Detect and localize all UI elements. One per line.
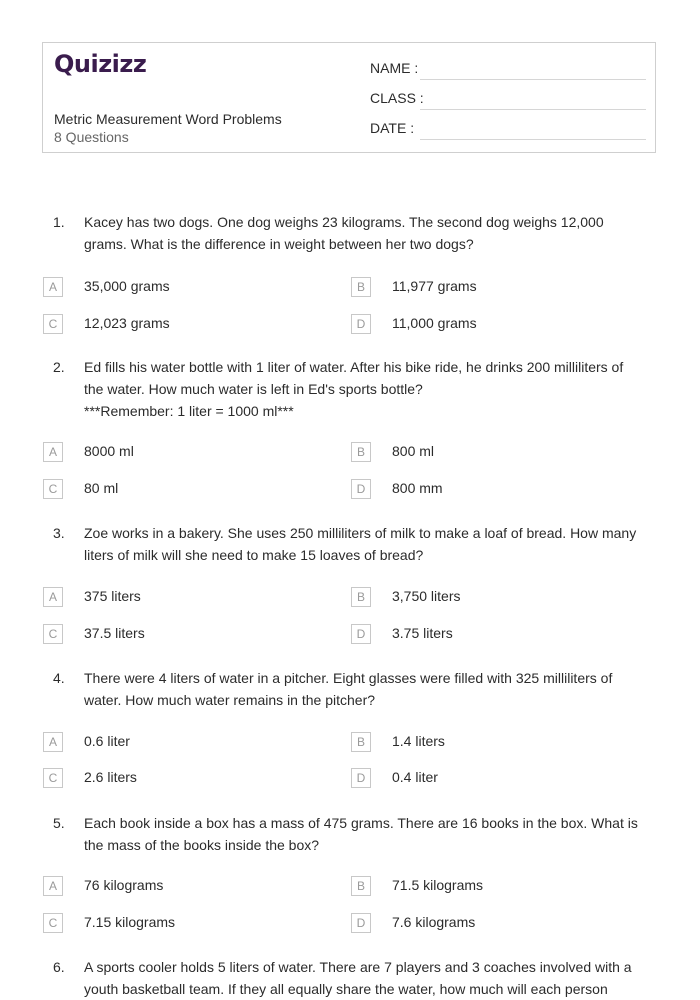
question-number: 1.	[53, 214, 65, 230]
option-b-text: 1.4 liters	[392, 733, 445, 749]
option-c-text: 80 ml	[84, 480, 119, 496]
option-a-box[interactable]: A	[43, 442, 63, 462]
question-text	[84, 522, 660, 566]
option-c-box[interactable]: C	[43, 913, 63, 933]
class-field[interactable]	[370, 88, 646, 110]
name-line	[420, 79, 646, 80]
option-c-box[interactable]: C	[43, 624, 63, 644]
option-c-text: 12,023 grams	[84, 315, 170, 331]
question-number: 5.	[53, 815, 65, 831]
option-c-text: 7.15 kilograms	[84, 914, 176, 930]
option-a-box[interactable]: A	[43, 876, 63, 896]
name-field[interactable]	[370, 58, 646, 80]
option-d-box[interactable]: D	[351, 624, 371, 644]
question-line: ***Remember: 1 liter = 1000 ml***	[84, 403, 294, 419]
question-number: 2.	[53, 359, 65, 375]
class-line	[420, 109, 646, 110]
option-a-box[interactable]: A	[43, 277, 63, 297]
option-b-text: 71.5 kilograms	[392, 877, 484, 893]
question-count: 8 Questions	[54, 129, 129, 145]
option-a-text: 0.6 liter	[84, 733, 130, 749]
question-line: There were 4 liters of water in a pitcher. Eight glasses were filled with 325 milliliters of	[84, 670, 613, 686]
question-number: 6.	[53, 959, 65, 975]
question-line: youth basketball team. If they all equally share the water, how much will each person	[84, 981, 608, 997]
option-b-text: 800 ml	[392, 443, 435, 459]
worksheet-title: Metric Measurement Word Problems	[54, 111, 282, 127]
question-line: Zoe works in a bakery. She uses 250 milliliters of milk to make a loaf of bread. How many	[84, 525, 637, 541]
option-d-box[interactable]: D	[351, 314, 371, 334]
question-line: Kacey has two dogs. One dog weighs 23 kilograms. The second dog weighs 12,000	[84, 214, 604, 230]
question-line: liters of milk will she need to make 15 loaves of bread?	[84, 547, 424, 563]
question-line: the mass of the books inside the box?	[84, 837, 320, 853]
option-b-box[interactable]: B	[351, 277, 371, 297]
worksheet-header	[42, 42, 656, 153]
option-b-box[interactable]: B	[351, 876, 371, 896]
question-text	[84, 356, 660, 422]
question-line: water. How much water remains in the pitcher?	[84, 692, 376, 708]
option-a-box[interactable]: A	[43, 732, 63, 752]
option-c-box[interactable]: C	[43, 479, 63, 499]
option-d-box[interactable]: D	[351, 913, 371, 933]
quizizz-logo: Quizizz	[54, 50, 147, 78]
option-c-box[interactable]: C	[43, 314, 63, 334]
option-d-text: 0.4 liter	[392, 769, 438, 785]
option-c-text: 37.5 liters	[84, 625, 145, 641]
option-b-box[interactable]: B	[351, 587, 371, 607]
question-line: the water. How much water is left in Ed's sports bottle?	[84, 381, 423, 397]
option-a-text: 35,000 grams	[84, 278, 170, 294]
question-number: 4.	[53, 670, 65, 686]
option-d-text: 3.75 liters	[392, 625, 453, 641]
option-d-text: 7.6 kilograms	[392, 914, 476, 930]
option-b-box[interactable]: B	[351, 442, 371, 462]
question-text	[84, 211, 660, 255]
date-field[interactable]	[370, 118, 646, 140]
question-line: grams. What is the difference in weight between her two dogs?	[84, 236, 474, 252]
question-text	[84, 956, 660, 1000]
option-d-text: 11,000 grams	[392, 315, 477, 331]
question-number: 3.	[53, 525, 65, 541]
question-line: A sports cooler holds 5 liters of water. There are 7 players and 3 coaches involved with a	[84, 959, 632, 975]
option-a-text: 8000 ml	[84, 443, 134, 459]
option-d-box[interactable]: D	[351, 768, 371, 788]
option-b-box[interactable]: B	[351, 732, 371, 752]
option-c-text: 2.6 liters	[84, 769, 137, 785]
option-a-box[interactable]: A	[43, 587, 63, 607]
question-line: Each book inside a box has a mass of 475 grams. There are 16 books in the box. What is	[84, 815, 638, 831]
class-label: CLASS :	[370, 90, 424, 106]
question-line: Ed fills his water bottle with 1 liter of water. After his bike ride, he drinks 200 milliliters of	[84, 359, 624, 375]
option-b-text: 11,977 grams	[392, 278, 477, 294]
option-a-text: 375 liters	[84, 588, 141, 604]
date-label: DATE :	[370, 120, 415, 136]
option-a-text: 76 kilograms	[84, 877, 164, 893]
option-b-text: 3,750 liters	[392, 588, 461, 604]
option-d-text: 800 mm	[392, 480, 443, 496]
name-label: NAME :	[370, 60, 419, 76]
question-text	[84, 667, 660, 711]
question-text	[84, 812, 660, 856]
date-line	[420, 139, 646, 140]
option-c-box[interactable]: C	[43, 768, 63, 788]
option-d-box[interactable]: D	[351, 479, 371, 499]
